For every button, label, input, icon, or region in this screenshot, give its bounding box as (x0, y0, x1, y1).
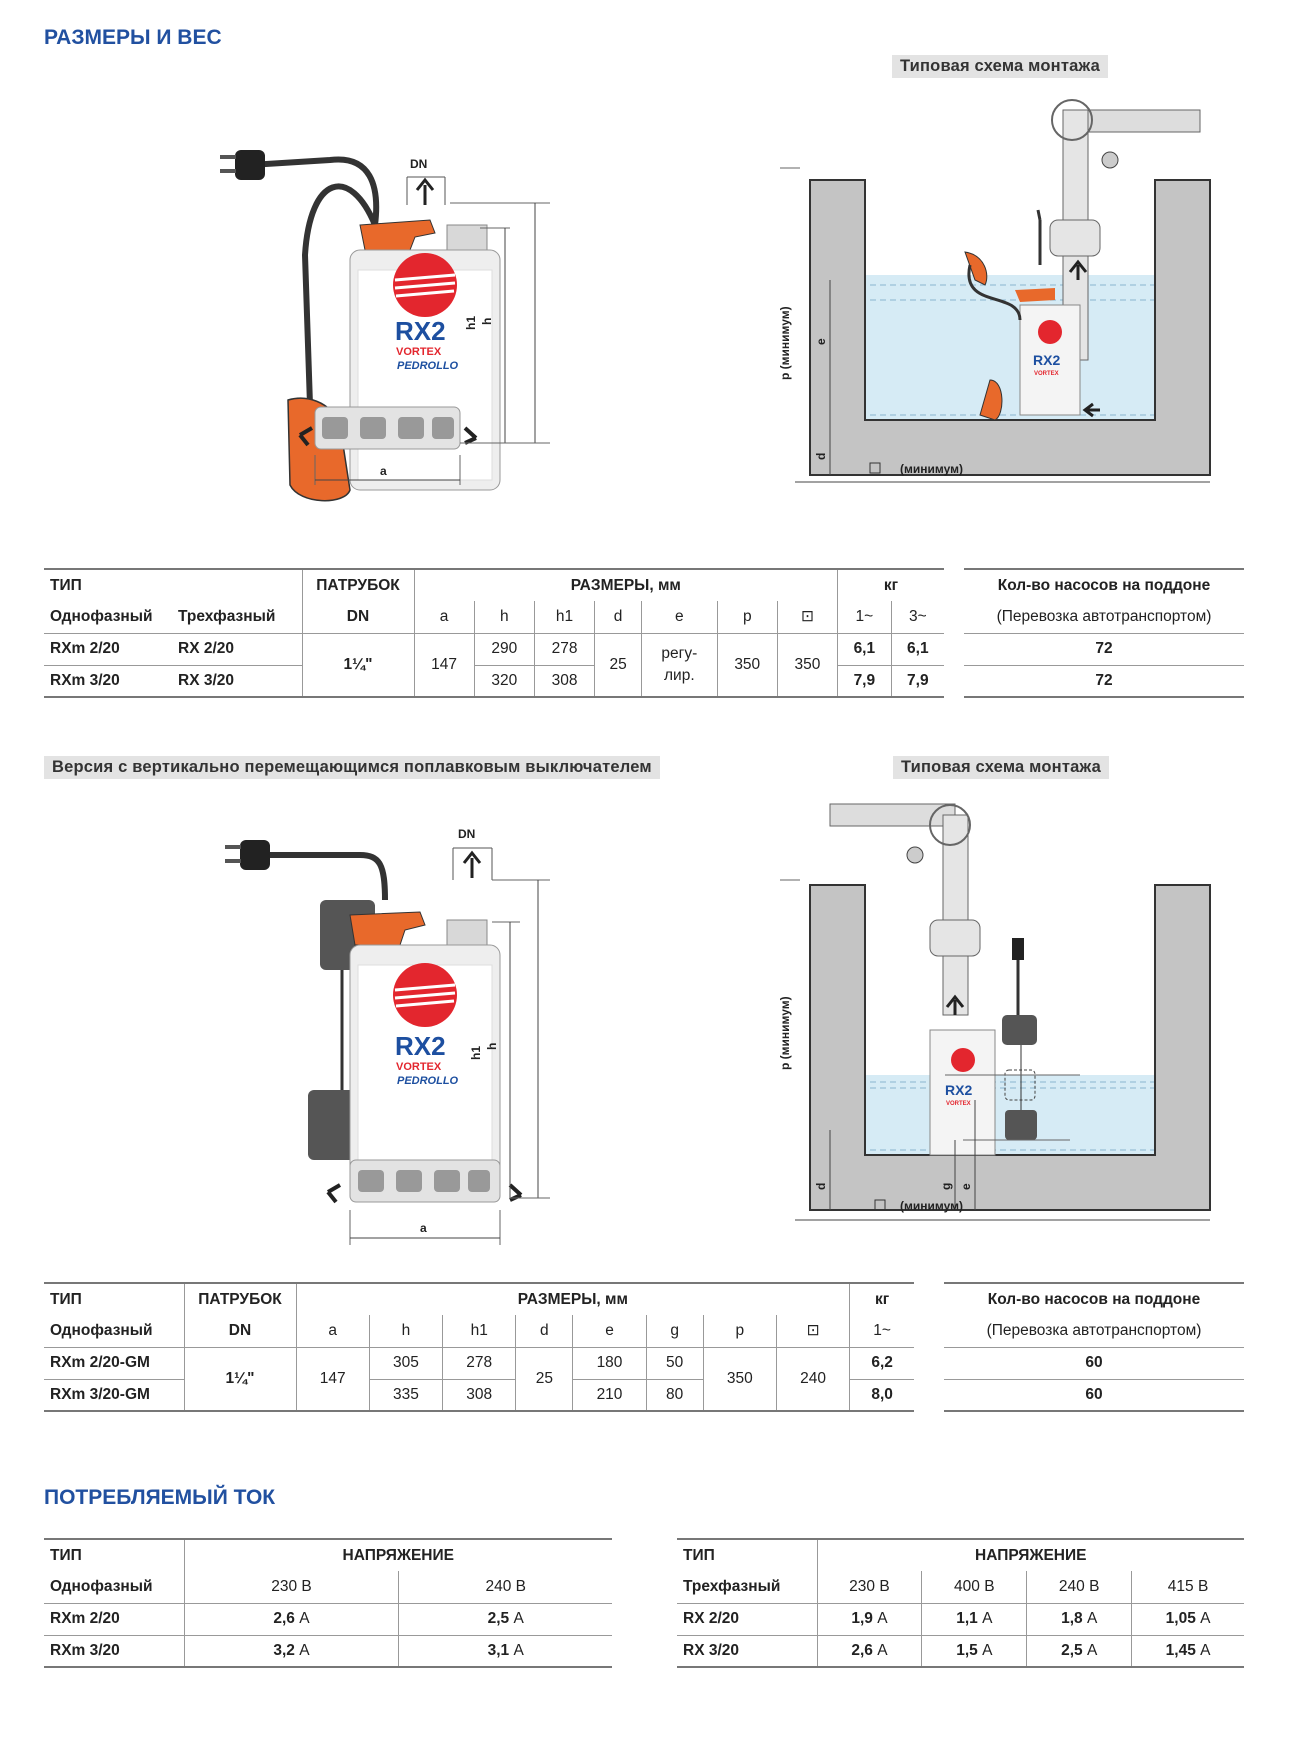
svg-text:VORTEX: VORTEX (946, 1101, 971, 1107)
plug-icon (1012, 938, 1024, 960)
svg-text:RX2: RX2 (1033, 352, 1061, 368)
handle (360, 220, 435, 250)
svg-text:VORTEX: VORTEX (396, 346, 442, 358)
install-caption-1: Типовая схема монтажа (892, 55, 1108, 78)
svg-text:h1: h1 (464, 315, 478, 330)
svg-text:RX2: RX2 (395, 316, 446, 346)
svg-text:a: a (420, 1221, 427, 1235)
plug-icon (225, 840, 270, 870)
table-row: RXm 2/20 RX 2/20 1¼" 147 290 278 25 регу- лир. 350 350 6,1 6,1 (44, 633, 944, 665)
dimensions-table-1: ТИП ПАТРУБОК РАЗМЕРЫ, мм кг Однофазный Трехфазный DN a h h1 d e p ⊡ 1~ 3~ RXm 2/20 RX 2/20 1¼" 147 290 278 25 регу- лир. 350 350 6,1 6,1 RXm 3/20 RX 3/20 320 308 7,9 7,9 (44, 568, 944, 698)
svg-text:g: g (939, 1182, 953, 1190)
water (857, 275, 1162, 425)
table-row: RX 3/20 2,6 А 1,5 А 2,5 А 1,45 А (677, 1635, 1244, 1667)
vortex-logo (393, 963, 457, 1027)
table-row: RXm 3/20-GM 335 308 210 80 8,0 (44, 1379, 914, 1411)
svg-text:(минимум): (минимум) (900, 1199, 963, 1213)
svg-text:d: d (814, 1182, 828, 1190)
svg-text:RX2: RX2 (395, 1031, 446, 1061)
discharge-pipe (830, 804, 955, 826)
table-row: RXm 3/20 RX 3/20 320 308 7,9 7,9 (44, 665, 944, 697)
th-kg: кг (838, 569, 944, 601)
svg-text:d: d (814, 452, 828, 460)
svg-text:PEDROLLO: PEDROLLO (397, 1075, 459, 1087)
label-p-min-1: p (минимум) (778, 306, 792, 380)
table-row: RXm 2/20 2,6 А 2,5 А (44, 1603, 612, 1635)
vortex-logo (393, 253, 457, 317)
valve-icon (1102, 152, 1118, 168)
dimensions-table-2: ТИП ПАТРУБОК РАЗМЕРЫ, мм кг Однофазный DN a h h1 d e g p ⊡ 1~ RXm 2/20-GM 1¼" 147 305 278 25 180 50 350 240 6,2 RXm 3/20-GM 335 308 210 80 8,0 (44, 1282, 914, 1412)
label-p-min-2: p (минимум) (778, 996, 792, 1070)
svg-text:DN: DN (458, 827, 476, 841)
svg-text:PEDROLLO: PEDROLLO (397, 360, 459, 372)
vertical-float (308, 1090, 356, 1160)
install-figure-1 (780, 90, 1220, 540)
th-type: ТИП (44, 569, 172, 601)
pallet-table-2: Кол-во насосов на поддоне (Перевозка автотранспортом) 60 60 (944, 1282, 1244, 1412)
current-table-single: ТИП НАПРЯЖЕНИЕ Однофазный 230 В 240 В RXm 2/20 2,6 А 2,5 А RXm 3/20 3,2 А 3,1 А (44, 1538, 612, 1668)
table-row: RXm 2/20-GM 1¼" 147 305 278 25 180 50 350 240 6,2 (44, 1347, 914, 1379)
svg-text:(минимум): (минимум) (900, 462, 963, 476)
discharge-pipe (1075, 110, 1200, 132)
install-figure-2 (780, 790, 1220, 1230)
table-row: RX 2/20 1,9 А 1,1 А 1,8 А 1,05 А (677, 1603, 1244, 1635)
pit-walls (810, 885, 1210, 1210)
caption-vertical-float: Версия с вертикально перемещающимся поплавковым выключателем (44, 756, 660, 779)
svg-text:h1: h1 (469, 1045, 483, 1060)
svg-text:VORTEX: VORTEX (396, 1061, 442, 1073)
pump-figure-1 (210, 125, 580, 545)
table-row: RXm 3/20 3,2 А 3,1 А (44, 1635, 612, 1667)
valve-icon (907, 847, 923, 863)
svg-text:e: e (814, 338, 828, 345)
svg-text:VORTEX: VORTEX (1034, 371, 1059, 377)
current-table-three: ТИП НАПРЯЖЕНИЕ Трехфазный 230 В 400 В 240 В 415 В RX 2/20 1,9 А 1,1 А 1,8 А 1,05 А RX 3/20 2,6 А 1,5 А 2,5 А 1,45 А (677, 1538, 1244, 1668)
svg-text:h: h (485, 1042, 499, 1050)
svg-text:DN: DN (410, 157, 428, 171)
th-dims: РАЗМЕРЫ, мм (414, 569, 838, 601)
pallet-table-1: Кол-во насосов на поддоне (Перевозка автотранспортом) 72 72 (964, 568, 1244, 698)
svg-text:e: e (959, 1183, 973, 1190)
th-nozzle: ПАТРУБОК (302, 569, 414, 601)
install-caption-2: Типовая схема монтажа (893, 756, 1109, 779)
svg-text:a: a (380, 464, 387, 478)
svg-text:RX2: RX2 (945, 1082, 973, 1098)
plug-icon (220, 150, 265, 180)
pump-figure-2 (210, 820, 580, 1250)
section-title-current: ПОТРЕБЛЯЕМЫЙ ТОК (44, 1486, 276, 1509)
section-title-dimensions: РАЗМЕРЫ И ВЕС (44, 26, 222, 49)
svg-text:h: h (480, 317, 494, 325)
